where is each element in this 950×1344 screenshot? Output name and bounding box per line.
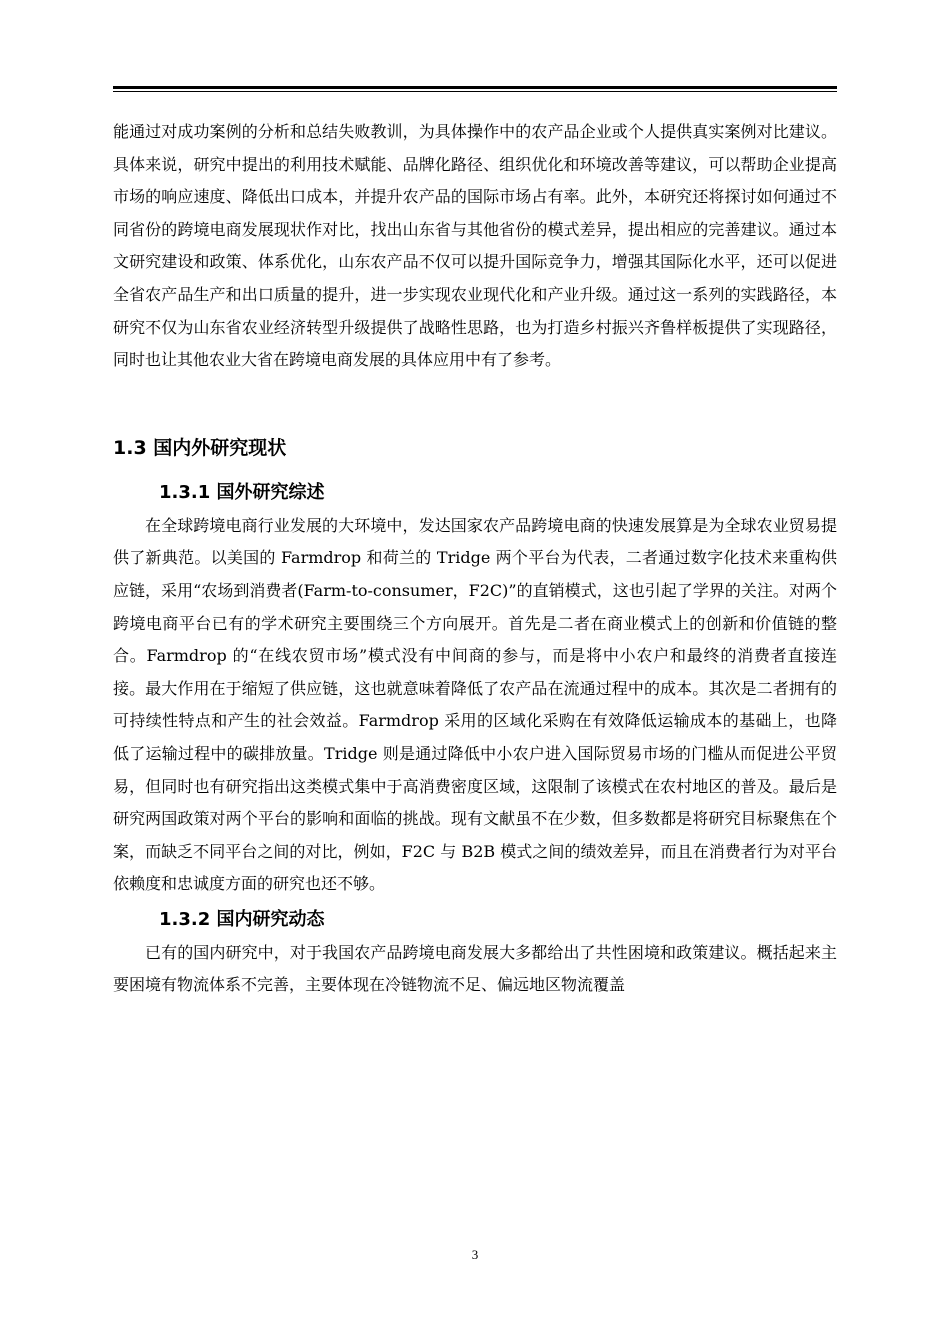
intro-continuation-paragraph: 能通过对成功案例的分析和总结失败教训，为具体操作中的农产品企业或个人提供真实案例对比建议。具体来说，研究中提出的利用技术赋能、品牌化路径、组织优化和环境改善等建议，可以帮助企业提高市场的响应速度、降低出口成本，并提升农产品的国际市场占有率。此外，本研究还将探讨如何通过不同省份的跨境电商发展现状作对比，找出山东省与其他省份的模式差异，提出相应的完善建议。通过本文研究建设和政策、体系优化，山东农产品不仅可以提升国际竞争力，增强其国际化水平，还可以促进全省农产品生产和出口质量的提升，进一步实现农业现代化和产业升级。通过这一系列的实践路径，本研究不仅为山东省农业经济转型升级提供了战略性思路，也为打造乡村振兴齐鲁样板提供了实现路径，同时也让其他农业大省在跨境电商发展的具体应用中有了参考。 — [113, 122, 837, 370]
domestic-research-paragraph: 已有的国内研究中，对于我国农产品跨境电商发展大多都给出了共性困境和政策建议。概括起来主要困境有物流体系不完善，主要体现在冷链物流不足、偏远地区物流覆盖 — [113, 942, 837, 995]
page-number: 3 — [471, 1247, 479, 1262]
header-rule-thick — [113, 86, 837, 89]
header-rule-thin — [113, 91, 837, 92]
page-body — [113, 116, 837, 1002]
subsection-heading-1-3-2: 1.3.2 国内研究动态 — [159, 908, 325, 930]
foreign-research-paragraph: 在全球跨境电商行业发展的大环境中，发达国家农产品跨境电商的快速发展算是为全球农业贸易提供了新典范。以美国的 Farmdrop 和荷兰的 Tridge 两个平台为代表，二者通过数字化技术来重构供应链，采用“农场到消费者(Farm-to-consumer，F2C)”的直销模式，这也引起了学界的关注。对两个跨境电商平台已有的学术研究主要围绕三个方向展开。首先是二者在商业模式上的创新和价值链的整合。Farmdrop 的“在线农贸市场”模式没有中间商的参与，而是将中小农户和最终的消费者直接连接。最大作用在于缩短了供应链，这也就意味着降低了农产品在流通过程中的成本。其次是二者拥有的可持续性特点和产生的社会效益。Farmdrop 采用的区域化采购在有效降低运输成本的基础上，也降低了运输过程中的碳排放量。Tridge 则是通过降低中小农户进入国际贸易市场的门槛从而促进公平贸易，但同时也有研究指出这类模式集中于高消费密度区域，这限制了该模式在农村地区的普及。最后是研究两国政策对两个平台的影响和面临的挑战。现有文献虽不在少数，但多数都是将研究目标聚焦在个案，而缺乏不同平台之间的对比，例如，F2C 与 B2B 模式之间的绩效差异，而且在消费者行为对平台依赖度和忠诚度方面的研究也还不够。 — [113, 515, 837, 894]
section-heading-1-3: 1.3 国内外研究现状 — [113, 436, 287, 459]
subsection-heading-1-3-1: 1.3.1 国外研究综述 — [159, 481, 325, 503]
